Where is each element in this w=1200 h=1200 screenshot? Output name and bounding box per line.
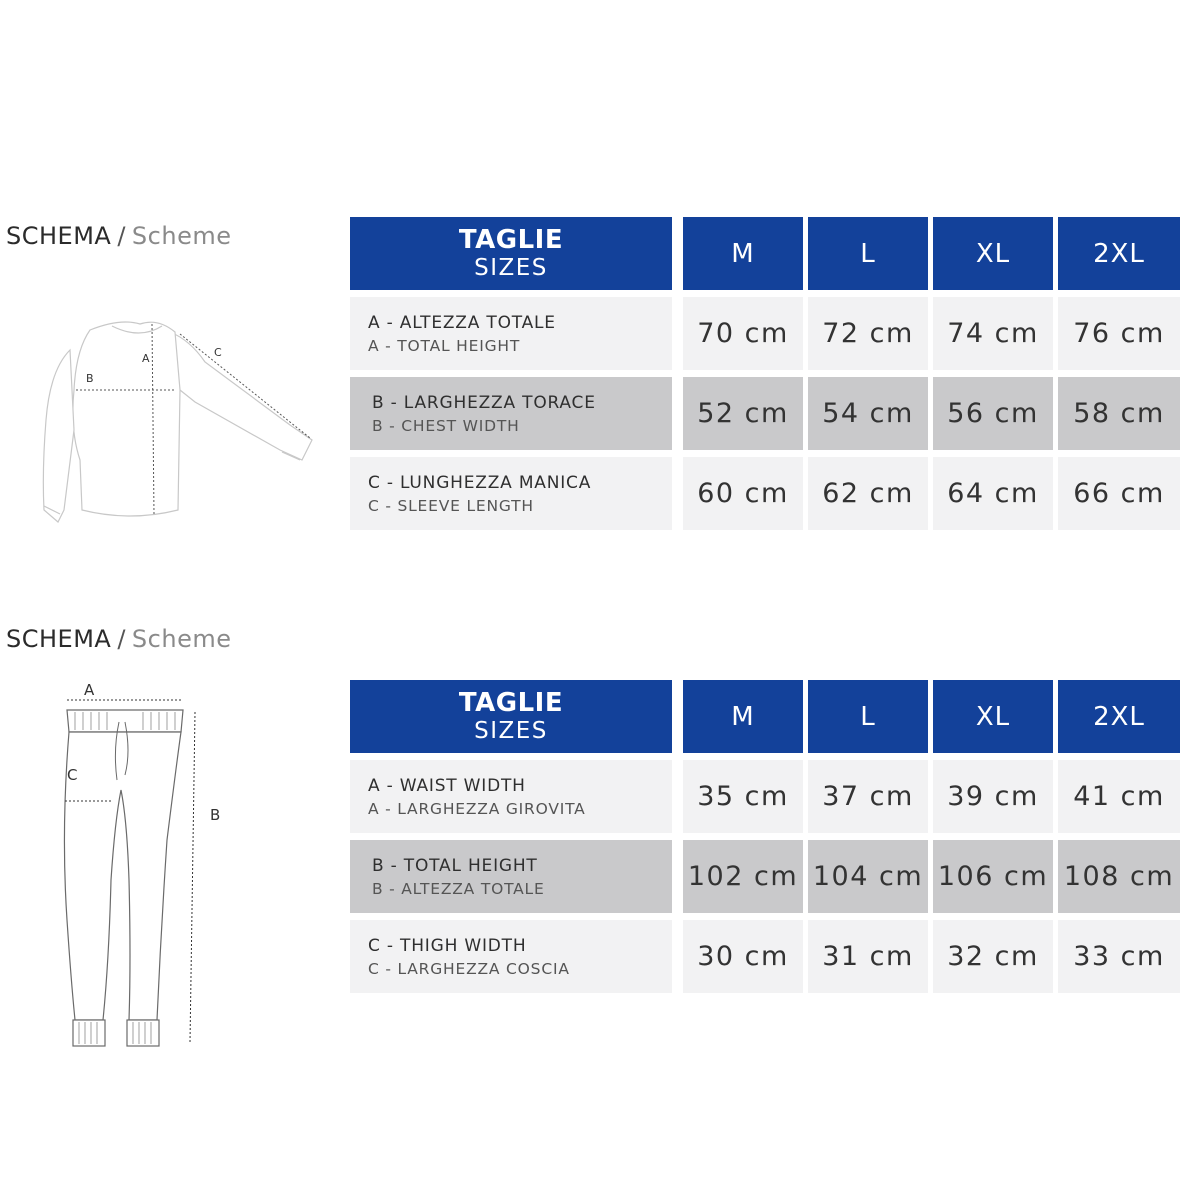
table-cell: 58 cm	[1058, 377, 1180, 450]
scheme-title-slash: /	[117, 222, 126, 250]
measure-line-b	[190, 712, 195, 1042]
table-cell: 64 cm	[933, 457, 1053, 530]
size-header-2xl: 2XL	[1058, 217, 1180, 290]
marker-a: A	[84, 681, 95, 699]
table-cell: 52 cm	[683, 377, 803, 450]
row-label-en: A - LARGHEZZA GIROVITA	[368, 799, 586, 818]
scheme-title-main: SCHEMA	[6, 625, 112, 653]
marker-b: B	[86, 372, 94, 385]
table-cell: 41 cm	[1058, 760, 1180, 833]
header-title: TAGLIE	[458, 688, 564, 718]
scheme-title	[6, 625, 231, 653]
table-row-label	[350, 760, 672, 833]
table-cell: 102 cm	[683, 840, 803, 913]
header-subtitle: SIZES	[474, 255, 548, 281]
table-cell: 66 cm	[1058, 457, 1180, 530]
size-header-l: L	[808, 680, 928, 753]
header-subtitle: SIZES	[474, 718, 548, 744]
row-label-en: C - LARGHEZZA COSCIA	[368, 959, 570, 978]
size-header-xl: XL	[933, 217, 1053, 290]
table-cell: 56 cm	[933, 377, 1053, 450]
table-header-main	[350, 680, 672, 753]
table-cell: 60 cm	[683, 457, 803, 530]
table-cell: 74 cm	[933, 297, 1053, 370]
table-cell: 39 cm	[933, 760, 1053, 833]
table-cell: 76 cm	[1058, 297, 1180, 370]
row-label-it: A - WAIST WIDTH	[368, 775, 526, 796]
marker-c: C	[67, 766, 78, 784]
row-label-it: C - THIGH WIDTH	[368, 935, 527, 956]
size-header-2xl: 2XL	[1058, 680, 1180, 753]
size-header-m: M	[683, 217, 803, 290]
marker-a: A	[142, 352, 150, 365]
row-label-it: B - LARGHEZZA TORACE	[372, 392, 596, 413]
table-cell: 35 cm	[683, 760, 803, 833]
table-cell: 32 cm	[933, 920, 1053, 993]
scheme-title-sub: Scheme	[131, 625, 232, 653]
header-title: TAGLIE	[458, 225, 564, 255]
row-label-en: B - ALTEZZA TOTALE	[372, 879, 545, 898]
scheme-title-slash: /	[117, 625, 126, 653]
row-label-en: B - CHEST WIDTH	[372, 416, 520, 435]
row-label-en: A - TOTAL HEIGHT	[368, 336, 521, 355]
table-cell: 104 cm	[808, 840, 928, 913]
table-cell: 37 cm	[808, 760, 928, 833]
table-cell: 62 cm	[808, 457, 928, 530]
size-header-l: L	[808, 217, 928, 290]
row-label-en: C - SLEEVE LENGTH	[368, 496, 534, 515]
table-row-label	[350, 840, 672, 913]
marker-b: B	[210, 806, 221, 824]
table-cell: 54 cm	[808, 377, 928, 450]
table-cell: 70 cm	[683, 297, 803, 370]
marker-c: C	[214, 346, 222, 359]
table-cell: 106 cm	[933, 840, 1053, 913]
scheme-title-sub: Scheme	[131, 222, 232, 250]
table-cell: 33 cm	[1058, 920, 1180, 993]
row-label-it: B - TOTAL HEIGHT	[372, 855, 538, 876]
scheme-title-main: SCHEMA	[6, 222, 112, 250]
pants-diagram	[55, 680, 235, 1055]
table-cell: 72 cm	[808, 297, 928, 370]
row-label-it: C - LUNGHEZZA MANICA	[368, 472, 592, 493]
table-cell: 108 cm	[1058, 840, 1180, 913]
size-header-xl: XL	[933, 680, 1053, 753]
table-row-label	[350, 920, 672, 993]
size-header-m: M	[683, 680, 803, 753]
table-cell: 30 cm	[683, 920, 803, 993]
row-label-it: A - ALTEZZA TOTALE	[368, 312, 556, 333]
table-cell: 31 cm	[808, 920, 928, 993]
